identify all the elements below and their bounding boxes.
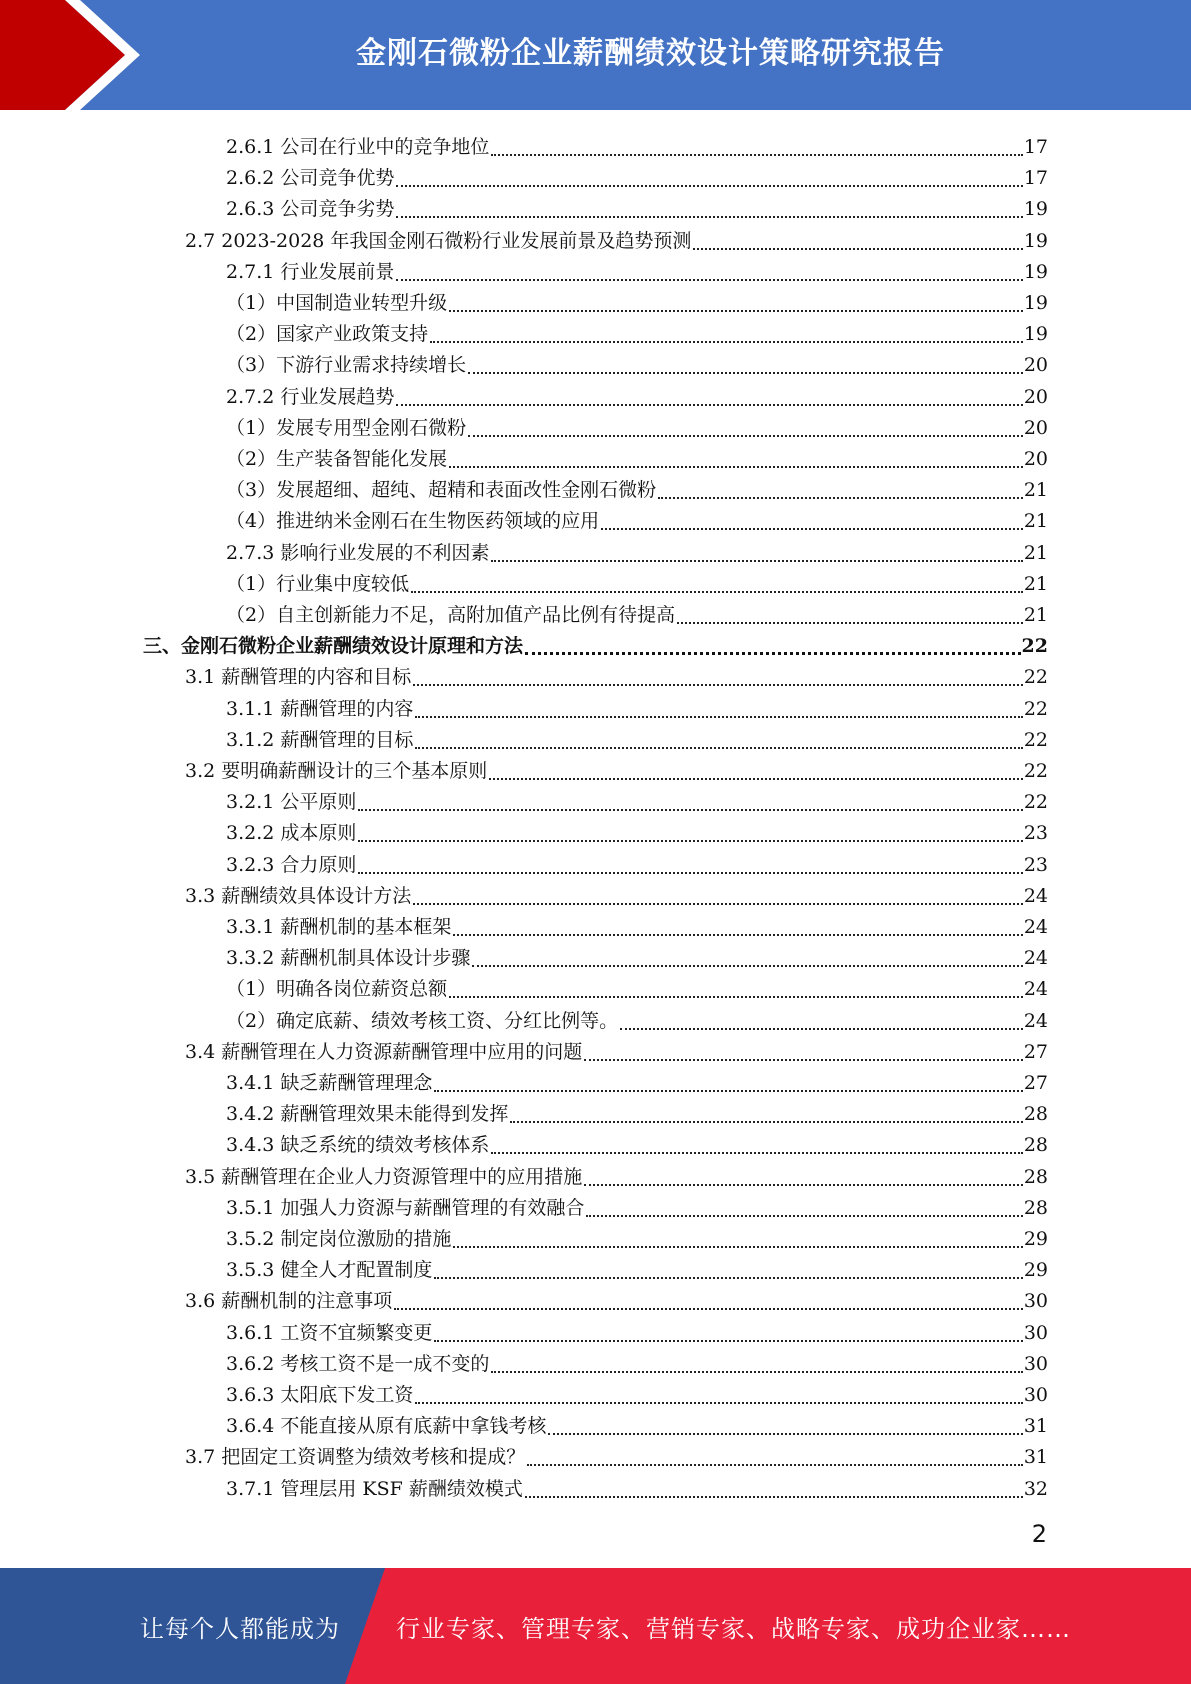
toc-entry[interactable] <box>226 378 1048 409</box>
toc-entry-label: 2.6.2 公司竞争优势 <box>226 167 395 190</box>
toc-entry-label: 三、金刚石微粉企业薪酬绩效设计原理和方法 <box>143 635 524 658</box>
toc-entry-page: 20 <box>1023 385 1048 408</box>
toc-entry-page: 29 <box>1023 1259 1048 1282</box>
toc-entry-label: 3.1 薪酬管理的内容和目标 <box>185 666 412 689</box>
toc-entry-page: 22 <box>1023 791 1048 814</box>
toc-dot-leader <box>453 933 1022 936</box>
footer-slogan-right: 行业专家、管理专家、营销专家、战略专家、成功企业家…… <box>396 1614 1071 1643</box>
toc-dot-leader <box>525 1495 1023 1498</box>
toc-entry[interactable] <box>226 939 1048 970</box>
toc-entry-label: （2）国家产业政策支持 <box>226 323 429 346</box>
toc-entry-label: 2.7.1 行业发展前景 <box>226 260 395 283</box>
toc-dot-leader <box>510 1120 1022 1123</box>
toc-entry[interactable] <box>226 1314 1048 1345</box>
toc-dot-leader <box>449 309 1023 312</box>
page-header <box>0 0 1191 110</box>
toc-dot-leader <box>358 808 1022 811</box>
toc-entry[interactable] <box>226 1407 1048 1438</box>
toc-entry[interactable] <box>226 1189 1048 1220</box>
toc-dot-leader <box>525 651 1021 655</box>
toc-dot-leader <box>491 153 1022 156</box>
toc-entry[interactable] <box>226 1002 1048 1033</box>
toc-entry[interactable] <box>143 627 1048 658</box>
toc-entry-label: 3.7 把固定工资调整为绩效考核和提成？ <box>185 1446 526 1469</box>
toc-entry-label: （1）明确各岗位薪资总额 <box>226 978 448 1001</box>
toc-entry-label: （2）生产装备智能化发展 <box>226 448 448 470</box>
toc-entry-label: 3.4.2 薪酬管理效果未能得到发挥 <box>226 1103 509 1126</box>
toc-dot-leader <box>413 683 1023 686</box>
toc-dot-leader <box>491 559 1022 562</box>
toc-entry-page: 21 <box>1023 604 1048 626</box>
toc-entry-page: 24 <box>1023 916 1048 938</box>
toc-entry[interactable] <box>185 752 1048 783</box>
toc-entry-page: 22 <box>1023 728 1048 751</box>
toc-entry-label: 3.4 薪酬管理在人力资源薪酬管理中应用的问题 <box>185 1040 583 1063</box>
toc-dot-leader <box>358 871 1022 874</box>
toc-entry-label: 3.6.2 考核工资不是一成不变的 <box>226 1352 490 1375</box>
toc-entry[interactable] <box>226 814 1048 845</box>
report-title: 金刚石微粉企业薪酬绩效设计策略研究报告 <box>356 36 945 71</box>
toc-entry-label: 2.7 2023-2028 年我国金刚石微粉行业发展前景及趋势预测 <box>185 229 692 252</box>
toc-dot-leader <box>415 715 1022 718</box>
toc-entry-page: 24 <box>1023 947 1048 970</box>
toc-entry[interactable] <box>185 1158 1048 1189</box>
toc-entry-page: 17 <box>1023 136 1048 158</box>
toc-entry[interactable] <box>226 846 1048 877</box>
toc-dot-leader <box>396 215 1022 218</box>
toc-dot-leader <box>415 746 1022 749</box>
page-number: 2 <box>1031 1520 1047 1548</box>
toc-dot-leader <box>620 1027 1023 1030</box>
toc-entry-label: （2）确定底薪、绩效考核工资、分红比例等。 <box>226 1009 619 1032</box>
toc-dot-leader <box>677 621 1023 624</box>
toc-entry[interactable] <box>226 970 1048 1001</box>
toc-entry-label: （2）自主创新能力不足，高附加值产品比例有待提高 <box>226 604 676 626</box>
toc-entry-label: 3.1.2 薪酬管理的目标 <box>226 728 414 751</box>
toc-entry[interactable] <box>226 190 1048 221</box>
toc-entry-label: 2.7.2 行业发展趋势 <box>226 385 395 408</box>
toc-entry[interactable] <box>226 1251 1048 1282</box>
toc-entry-label: 3.5.3 健全人才配置制度 <box>226 1259 433 1282</box>
toc-entry[interactable] <box>226 1095 1048 1126</box>
page-footer <box>0 1568 1191 1684</box>
toc-entry[interactable] <box>185 1033 1048 1064</box>
toc-entry[interactable] <box>226 159 1048 190</box>
toc-entry-label: （4）推进纳米金刚石在生物医药领域的应用 <box>226 510 600 533</box>
header-arrow-decoration <box>0 0 150 110</box>
toc-entry[interactable] <box>185 658 1048 689</box>
toc-entry-page: 28 <box>1023 1196 1048 1219</box>
toc-dot-leader <box>413 902 1023 905</box>
toc-entry[interactable] <box>226 1345 1048 1376</box>
toc-entry-label: （1）中国制造业转型升级 <box>226 292 448 314</box>
toc-dot-leader <box>430 340 1023 343</box>
toc-dot-leader <box>449 995 1023 998</box>
toc-entry-label: 3.1.1 薪酬管理的内容 <box>226 697 414 720</box>
toc-entry[interactable] <box>226 409 1048 440</box>
toc-dot-leader <box>489 777 1023 780</box>
toc-entry-page: 19 <box>1023 323 1048 346</box>
toc-entry-label: 3.5 薪酬管理在企业人力资源管理中的应用措施 <box>185 1165 583 1188</box>
toc-dot-leader <box>449 465 1023 468</box>
toc-dot-leader <box>491 1151 1022 1154</box>
toc-entry-page: 24 <box>1023 884 1048 907</box>
toc-entry-page: 28 <box>1023 1134 1048 1157</box>
toc-entry-label: 3.4.3 缺乏系统的绩效考核体系 <box>226 1134 490 1157</box>
toc-entry-page: 30 <box>1023 1384 1048 1406</box>
toc-entry-page: 20 <box>1023 416 1048 439</box>
toc-dot-leader <box>396 278 1022 281</box>
toc-entry-page: 21 <box>1023 479 1048 502</box>
toc-entry-page: 27 <box>1023 1072 1048 1094</box>
toc-dot-leader <box>434 1089 1022 1092</box>
toc-dot-leader <box>394 1307 1023 1310</box>
toc-entry-page: 23 <box>1023 853 1048 876</box>
toc-entry-page: 17 <box>1023 167 1048 190</box>
toc-entry[interactable] <box>226 1220 1048 1251</box>
toc-dot-leader <box>601 527 1023 530</box>
toc-entry-label: 3.6.3 太阳底下发工资 <box>226 1384 414 1406</box>
toc-entry[interactable] <box>226 908 1048 939</box>
toc-entry-label: 3.2.1 公平原则 <box>226 791 357 814</box>
toc-entry-page: 20 <box>1023 354 1048 377</box>
toc-entry[interactable] <box>226 128 1048 159</box>
toc-entry-label: 3.3.2 薪酬机制具体设计步骤 <box>226 947 471 970</box>
toc-entry-label: 3.2.3 合力原则 <box>226 853 357 876</box>
toc-entry-label: 3.3.1 薪酬机制的基本框架 <box>226 916 452 938</box>
toc-entry-page: 28 <box>1023 1165 1048 1188</box>
toc-entry[interactable] <box>226 284 1048 315</box>
toc-entry-page: 22 <box>1021 635 1048 658</box>
toc-entry-page: 31 <box>1023 1415 1048 1438</box>
toc-entry[interactable] <box>185 1438 1048 1469</box>
toc-dot-leader <box>453 1245 1022 1248</box>
toc-entry-page: 30 <box>1023 1290 1048 1313</box>
toc-entry-page: 19 <box>1023 229 1048 252</box>
toc-entry-page: 22 <box>1023 697 1048 720</box>
toc-entry-page: 19 <box>1023 198 1048 221</box>
toc-entry-label: 2.6.1 公司在行业中的竞争地位 <box>226 136 490 158</box>
toc-entry[interactable] <box>226 315 1048 346</box>
toc-entry[interactable] <box>226 565 1048 596</box>
toc-entry-page: 22 <box>1023 666 1048 689</box>
toc-entry[interactable] <box>226 783 1048 814</box>
toc-dot-leader <box>468 371 1023 374</box>
toc-entry-label: （3）下游行业需求持续增长 <box>226 354 467 377</box>
toc-entry[interactable] <box>226 721 1048 752</box>
toc-entry-page: 24 <box>1023 978 1048 1001</box>
toc-entry-label: 3.5.1 加强人力资源与薪酬管理的有效融合 <box>226 1196 585 1219</box>
toc-entry-page: 27 <box>1023 1040 1048 1063</box>
toc-entry-page: 21 <box>1023 510 1048 533</box>
toc-dot-leader <box>396 403 1022 406</box>
toc-entry[interactable] <box>185 877 1048 908</box>
toc-entry[interactable] <box>226 1376 1048 1407</box>
toc-entry-page: 21 <box>1023 541 1048 564</box>
toc-dot-leader <box>584 1183 1023 1186</box>
toc-entry-label: 3.7.1 管理层用 KSF 薪酬绩效模式 <box>226 1477 523 1500</box>
toc-entry-page: 31 <box>1023 1446 1048 1469</box>
toc-entry[interactable] <box>226 253 1048 284</box>
toc-entry-page: 19 <box>1023 292 1048 314</box>
toc-entry-label: 3.4.1 缺乏薪酬管理理念 <box>226 1072 433 1094</box>
toc-entry-label: 2.7.3 影响行业发展的不利因素 <box>226 541 490 564</box>
toc-dot-leader <box>411 590 1023 593</box>
toc-dot-leader <box>548 1432 1022 1435</box>
toc-dot-leader <box>434 1339 1022 1342</box>
toc-entry[interactable] <box>226 440 1048 471</box>
toc-entry-label: （3）发展超细、超纯、超精和表面改性金刚石微粉 <box>226 479 657 502</box>
toc-entry-label: 3.2.2 成本原则 <box>226 822 357 845</box>
toc-entry-page: 22 <box>1023 760 1048 782</box>
toc-entry[interactable] <box>185 222 1048 253</box>
toc-entry[interactable] <box>226 346 1048 377</box>
toc-entry-page: 30 <box>1023 1321 1048 1344</box>
toc-entry-label: 3.2 要明确薪酬设计的三个基本原则 <box>185 760 488 782</box>
toc-entry-label: （1）行业集中度较低 <box>226 572 410 595</box>
toc-entry-label: 3.6 薪酬机制的注意事项 <box>185 1290 393 1313</box>
toc-dot-leader <box>415 1401 1022 1404</box>
toc-dot-leader <box>468 434 1023 437</box>
toc-entry[interactable] <box>226 534 1048 565</box>
toc-entry[interactable] <box>185 1282 1048 1313</box>
toc-entry-label: 3.5.2 制定岗位激励的措施 <box>226 1228 452 1250</box>
toc-entry-label: 2.6.3 公司竞争劣势 <box>226 198 395 221</box>
toc-entry[interactable] <box>226 502 1048 533</box>
toc-dot-leader <box>358 839 1022 842</box>
toc-entry-label: 3.6.1 工资不宜频繁变更 <box>226 1321 433 1344</box>
toc-entry-page: 23 <box>1023 822 1048 845</box>
toc-entry-page: 24 <box>1023 1009 1048 1032</box>
toc-entry-page: 32 <box>1023 1477 1048 1500</box>
toc-entry-page: 19 <box>1023 260 1048 283</box>
toc-entry[interactable] <box>226 690 1048 721</box>
toc-dot-leader <box>527 1463 1023 1466</box>
toc-entry[interactable] <box>226 471 1048 502</box>
toc-entry-label: （1）发展专用型金刚石微粉 <box>226 416 467 439</box>
toc-entry-page: 21 <box>1023 572 1048 595</box>
toc-dot-leader <box>693 247 1022 250</box>
toc-entry-label: 3.3 薪酬绩效具体设计方法 <box>185 884 412 907</box>
toc-entry-page: 20 <box>1023 448 1048 470</box>
toc-entry-page: 29 <box>1023 1228 1048 1250</box>
toc-entry[interactable] <box>226 1126 1048 1157</box>
footer-slogan-left: 让每个人都能成为 <box>140 1614 340 1643</box>
toc-entry-page: 28 <box>1023 1103 1048 1126</box>
toc-dot-leader <box>584 1058 1023 1061</box>
toc-dot-leader <box>658 496 1023 499</box>
toc-dot-leader <box>491 1370 1022 1373</box>
toc-entry-page: 30 <box>1023 1352 1048 1375</box>
toc-dot-leader <box>586 1214 1022 1217</box>
toc-dot-leader <box>472 964 1022 967</box>
toc-dot-leader <box>434 1276 1022 1279</box>
toc-entry-label: 3.6.4 不能直接从原有底薪中拿钱考核 <box>226 1415 547 1438</box>
toc-dot-leader <box>396 184 1022 187</box>
toc-entry[interactable] <box>226 596 1048 627</box>
toc-entry[interactable] <box>226 1064 1048 1095</box>
toc-entry[interactable] <box>226 1470 1048 1501</box>
